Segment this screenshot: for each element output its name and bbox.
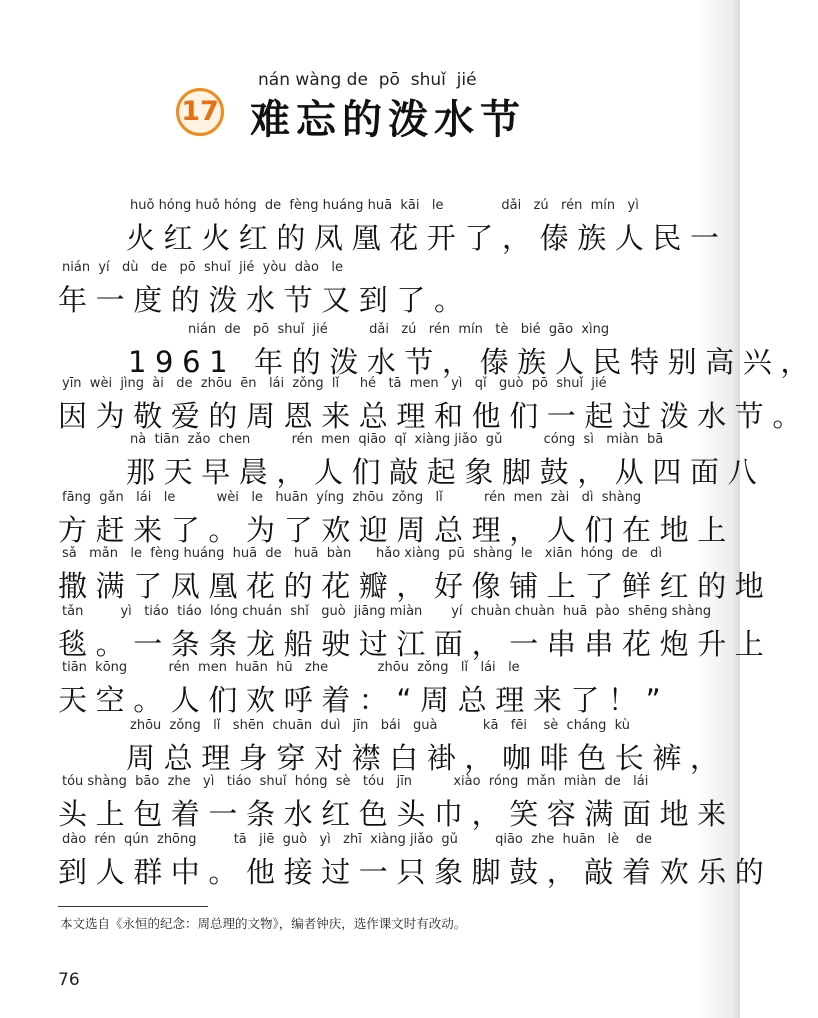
- pinyin-line: tóu shàng bāo zhe yì tiáo shuǐ hóng sè tóu jīn xiào róng mǎn miàn de lái: [62, 774, 649, 789]
- footnote: 本文选自《永恒的纪念：周总理的文物》，编者钟庆，选作课文时有改动。: [60, 916, 467, 931]
- pinyin-line: fāng gǎn lái le wèi le huān yíng zhōu zǒng lǐ rén men zài dì shàng: [62, 490, 642, 505]
- pinyin-line: nà tiān zǎo chen rén men qiāo qǐ xiàng jiǎo gǔ cóng sì miàn bā: [130, 432, 664, 447]
- hanzi-line: 1961 年的泼水节，傣族人民特别高兴，: [128, 345, 818, 379]
- pinyin-line: nián yí dù de pō shuǐ jié yòu dào le: [62, 260, 343, 275]
- hanzi-line: 毯。一条条龙船驶过江面，一串串花炮升上: [58, 627, 773, 661]
- page-number: 76: [58, 970, 80, 990]
- hanzi-line: 因为敬爱的周恩来总理和他们一起过泼水节。: [58, 399, 811, 433]
- hanzi-line: 那天早晨，人们敲起象脚鼓，从四面八: [126, 455, 766, 489]
- pinyin-line: nián de pō shuǐ jié dǎi zú rén mín tè bié gāo xìng: [188, 322, 610, 337]
- hanzi-line: 到人群中。他接过一只象脚鼓，敲着欢乐的: [58, 855, 773, 889]
- hanzi-line: 火红火红的凤凰花开了，傣族人民一: [126, 221, 728, 255]
- pinyin-line: dào rén qún zhōng tā jiē guò yì zhī xiàng jiǎo gǔ qiāo zhe huān lè de: [62, 832, 652, 847]
- lesson-title: 难忘的泼水节: [250, 97, 526, 143]
- lesson-number-badge: 17: [176, 88, 224, 136]
- pinyin-line: zhōu zǒng lǐ shēn chuān duì jīn bái guà kā fēi sè cháng kù: [130, 718, 631, 733]
- hanzi-line: 撒满了凤凰花的花瓣，好像铺上了鲜红的地: [58, 569, 773, 603]
- hanzi-line: 年一度的泼水节又到了。: [58, 283, 472, 317]
- hanzi-line: 天空。人们欢呼着：“周总理来了！”: [58, 683, 670, 717]
- pinyin-line: tǎn yì tiáo tiáo lóng chuán shǐ guò jiāng miàn yí chuàn chuàn huā pào shēng shàng: [62, 604, 712, 619]
- hanzi-line: 头上包着一条水红色头巾，笑容满面地来: [58, 797, 735, 831]
- title-pinyin: nán wàng de pō shuǐ jié: [258, 70, 477, 90]
- pinyin-line: yīn wèi jìng ài de zhōu ēn lái zǒng lǐ hé tā men yì qǐ guò pō shuǐ jié: [62, 376, 607, 391]
- pinyin-line: tiān kōng rén men huān hū zhe zhōu zǒng lǐ lái le: [62, 660, 520, 675]
- hanzi-line: 周总理身穿对襟白褂，咖啡色长裤，: [126, 741, 728, 775]
- hanzi-line: 方赶来了。为了欢迎周总理，人们在地上: [58, 513, 735, 547]
- footnote-divider: [58, 906, 208, 907]
- pinyin-line: huǒ hóng huǒ hóng de fèng huáng huā kāi le dǎi zú rén mín yì: [130, 198, 639, 213]
- pinyin-line: sǎ mǎn le fèng huáng huā de huā bàn hǎo xiàng pū shàng le xiān hóng de dì: [62, 546, 663, 561]
